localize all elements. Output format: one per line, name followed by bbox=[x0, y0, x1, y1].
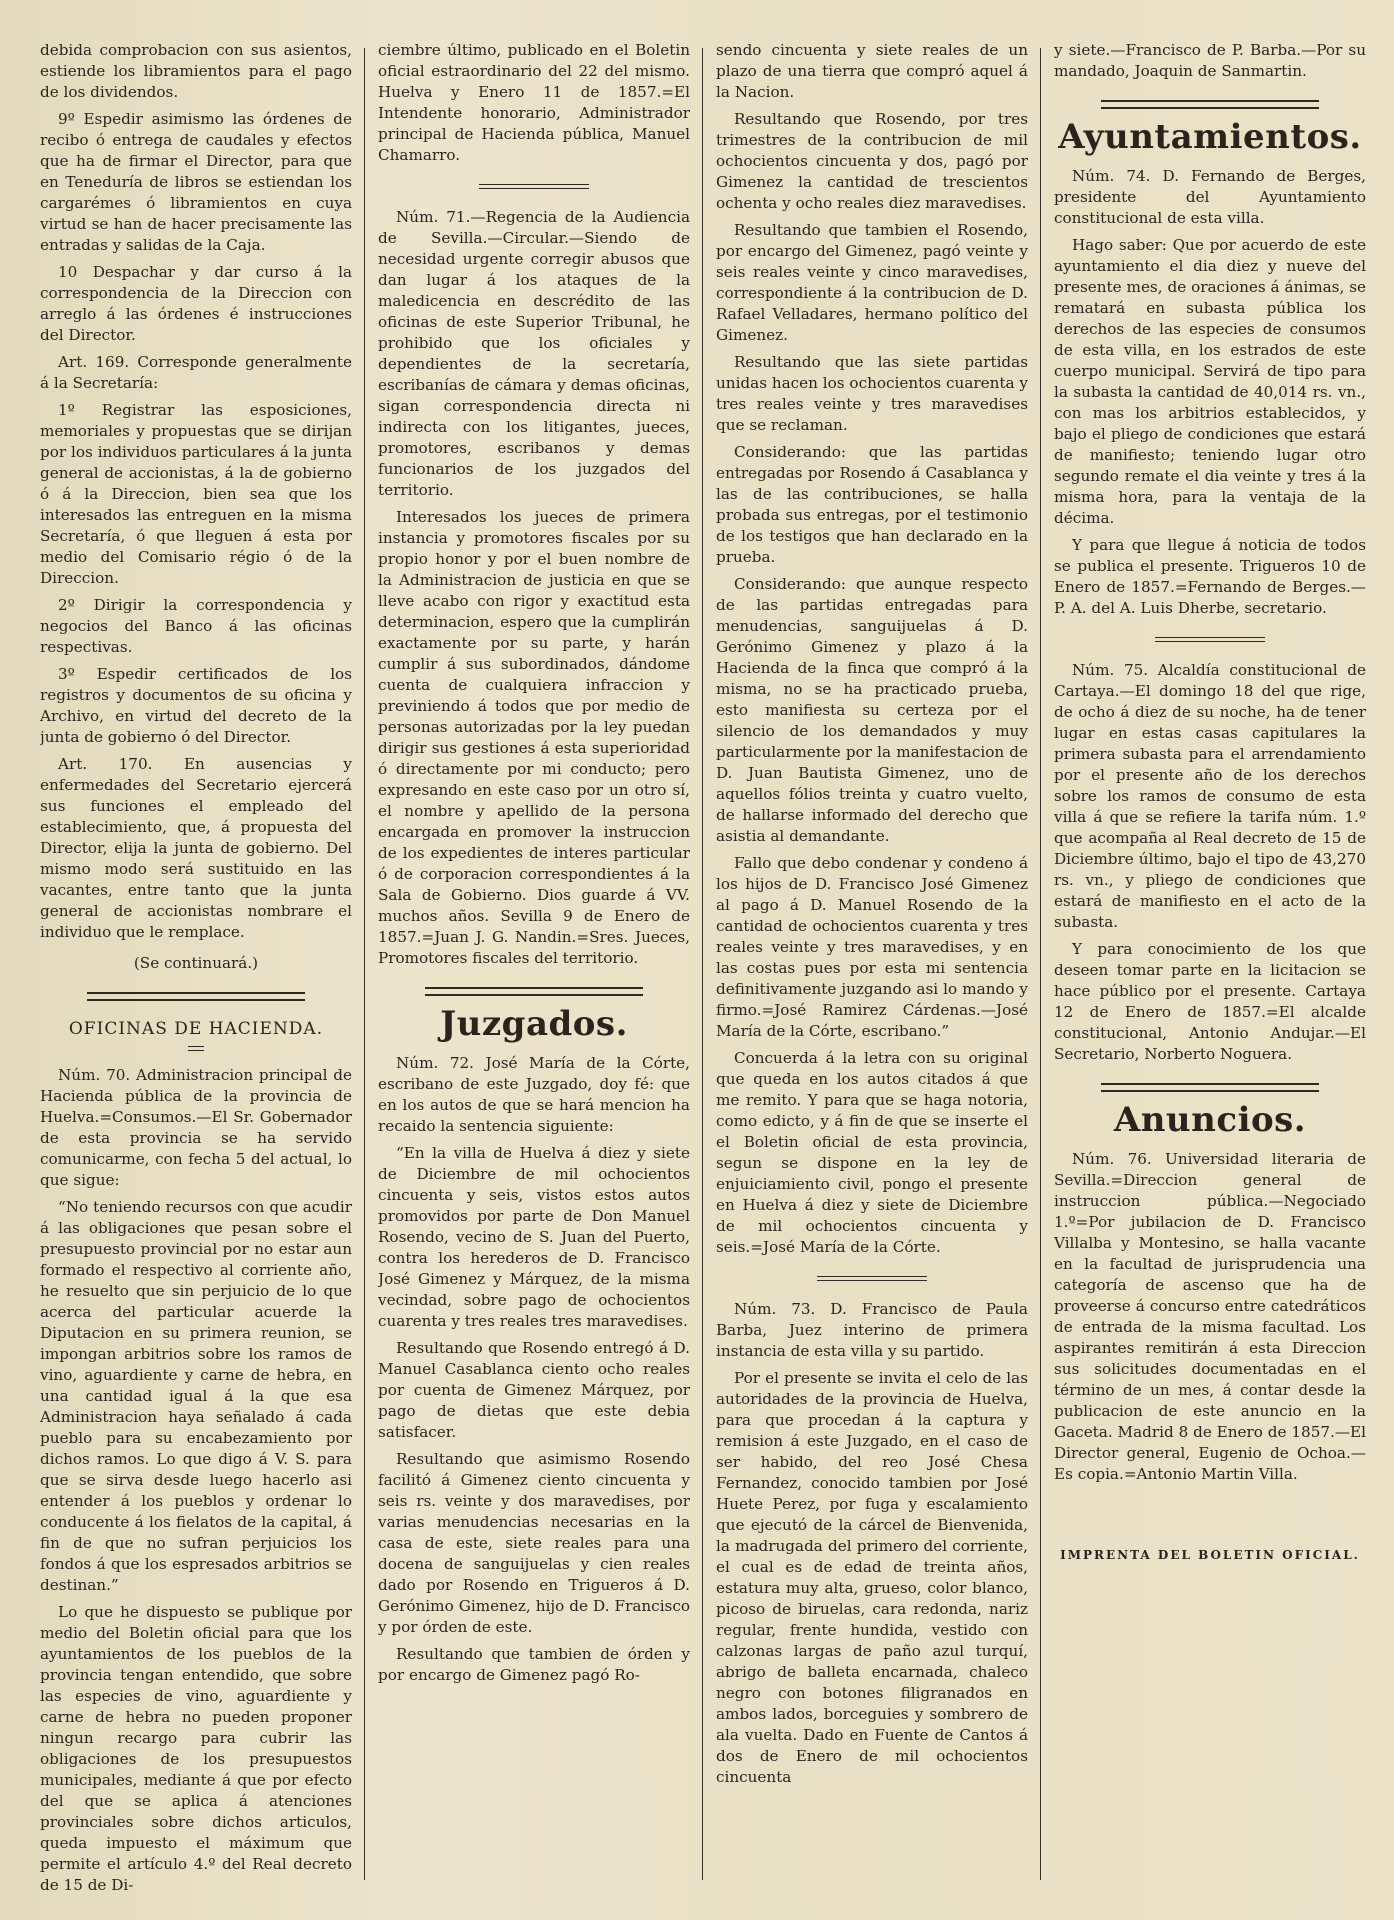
heading-ornament bbox=[188, 1046, 204, 1051]
paragraph: debida comprobacion con sus asientos, estiende los libramientos para el pago de los dividendos. bbox=[40, 41, 352, 101]
paragraph: Lo que he dispuesto se publique por medio del Boletin oficial para que los ayuntamientos de los pueblos de la provincia tengan entendido, que sobre las especies de vino, aguardiente y carne de hebra no pueden proponer ningun recargo para cubrir las obligaciones de los presupuestos municipales, mediante á que por efecto del que se aplica á atenciones provinciales sobre dichos articulos, queda impuesto el máximum que permite el artículo 4.º del Real decreto de 15 de Di- bbox=[40, 1603, 352, 1894]
paragraph: Y para conocimiento de los que deseen tomar parte en la licitacion se hace público por el presente. Cartaya 12 de Enero de 1857.=El alcalde constitucional, Antonio Andujar.—El Secretario, Norberto Noguera. bbox=[1054, 940, 1366, 1063]
paragraph: Resultando que las siete partidas unidas hacen los ochocientos cuarenta y tres reales veinte y tres maravedises que se reclaman. bbox=[716, 353, 1028, 434]
paragraph: 3º Espedir certificados de los registros y documentos de su oficina y Archivo, en virtud del decreto de la junta de gobierno ó del Director. bbox=[40, 665, 352, 746]
paragraph: sendo cincuenta y siete reales de un plazo de una tierra que compró aquel á la Nacion. bbox=[716, 41, 1028, 101]
section-separator bbox=[1101, 100, 1319, 109]
paragraph: 10 Despachar y dar curso á la correspondencia de la Direccion con arreglo á las órdenes é instrucciones del Director. bbox=[40, 263, 352, 344]
paragraph: Concuerda á la letra con su original que queda en los autos citados á que me remito. Y para que se haga notoria, como edicto, y á fin de que se inserte el el Boletin oficial de esta provincia, segun se dispone en la ley de enjuiciamiento civil, pongo el presente en Huelva á diez y siete de Diciembre de mil ochocientos cincuenta y seis.=José María de la Córte. bbox=[716, 1049, 1028, 1256]
printer-imprint: IMPRENTA DEL BOLETIN OFICIAL. bbox=[1060, 1548, 1360, 1562]
paragraph: Interesados los jueces de primera instancia y promotores fiscales por su propio honor y por el buen nombre de la Administracion de justicia en que se lleve acabo con rigor y exactitud esta determinacion, espero que la cumplirán exactamente por su parte, y harán cumplir á sus subordinados, dándome cuenta de cualquiera infraccion y previniendo á todos que por medio de personas autorizadas por la ley puedan dirigir sus gestiones á esta superioridad ó directamente por mi conducto; pero expresando en este caso por un otro sí, el nombre y apellido de la persona encargada en promover la instruccion de los expedientes de interes particular ó de corporacion correspondientes á la Sala de Gobierno. Dios guarde á VV. muchos años. Sevilla 9 de Enero de 1857.=Juan J. G. Nandin.=Sres. Jueces, Promotores fiscales del territorio. bbox=[378, 508, 690, 967]
continuation-note: (Se continuará.) bbox=[133, 954, 259, 972]
paragraph: Resultando que tambien el Rosendo, por encargo del Gimenez, pagó veinte y seis reales veinte y cinco maravedises, correspondiente á la contribucion de D. Rafael Velladares, hermano político del Gimenez. bbox=[716, 221, 1028, 344]
paragraph: Y para que llegue á noticia de todos se publica el presente. Trigueros 10 de Enero de 1857.=Fernando de Berges.—P. A. del A. Luis Dherbe, secretario. bbox=[1054, 536, 1366, 617]
paragraph: 9º Espedir asimismo las órdenes de recibo ó entrega de caudales y efectos que ha de firmar el Director, para que en Teneduría de libros se estiendan los cargarémes ó libramientos en cuya virtud se han de hacer precisamente las entradas y salidas de la Caja. bbox=[40, 110, 352, 254]
column-rule bbox=[1040, 48, 1041, 1880]
column-rule bbox=[702, 48, 703, 1880]
column-2 bbox=[378, 40, 690, 1910]
paragraph: ciembre último, publicado en el Boletin oficial estraordinario del 22 del mismo. Huelva y Enero 11 de 1857.=El Intendente honorario, Administrador principal de Hacienda pública, Manuel Chamarro. bbox=[378, 41, 690, 164]
section-separator bbox=[1155, 637, 1264, 642]
paragraph: Resultando que Rosendo entregó á D. Manuel Casablanca ciento ocho reales por cuenta de Gimenez Márquez, por pago de dietas que este debia satisfacer. bbox=[378, 1339, 690, 1441]
column-rule bbox=[364, 48, 365, 1880]
paragraph: Núm. 76. Universidad literaria de Sevilla.=Direccion general de instruccion pública.—Negociado 1.º=Por jubilacion de D. Francisco Villalba y Montesino, se halla vacante en la facultad de jurisprudencia una categoría de ascenso que ha de proveerse á concurso entre catedráticos de entrada de la misma facultad. Los aspirantes remitirán á esta Direccion sus solicitudes documentadas en el término de un mes, á contar desde la publicacion de este anuncio en la Gaceta. Madrid 8 de Enero de 1857.—El Director general, Eugenio de Ochoa.—Es copia.=Antonio Martin Villa. bbox=[1054, 1150, 1366, 1483]
paragraph: Núm. 73. D. Francisco de Paula Barba, Juez interino de primera instancia de esta villa y su partido. bbox=[716, 1300, 1028, 1360]
section-heading-oficinas: OFICINAS DE HACIENDA. bbox=[68, 1019, 324, 1039]
paragraph: Núm. 72. José María de la Córte, escribano de este Juzgado, doy fé: que en los autos de que se hará mencion ha recaido la sentencia siguiente: bbox=[378, 1054, 690, 1135]
paragraph: 2º Dirigir la correspondencia y negocios del Banco á las oficinas respectivas. bbox=[40, 596, 352, 656]
paragraph: Art. 169. Corresponde generalmente á la Secretaría: bbox=[40, 353, 352, 392]
paragraph: Art. 170. En ausencias y enfermedades del Secretario ejercerá sus funciones el empleado del establecimiento, que, á propuesta del Director, elija la junta de gobierno. Del mismo modo será sustituido en las vacantes, entre tanto que la junta general de accionistas nombrare el individuo que le remplace. bbox=[40, 755, 352, 941]
paragraph: Núm. 74. D. Fernando de Berges, presidente del Ayuntamiento constitucional de esta villa. bbox=[1054, 167, 1366, 227]
paragraph: Núm. 71.—Regencia de la Audiencia de Sevilla.—Circular.—Siendo de necesidad urgente corregir abusos que dan lugar á los ataques de la maledicencia en descrédito de las oficinas de este Superior Tribunal, he prohibido que los oficiales y dependientes de la secretaría, escribanías de cámara y demas oficinas, sigan correspondencia directa ni indirecta con los litigantes, jueces, promotores, escribanos y demas funcionarios de los juzgados del territorio. bbox=[378, 208, 690, 499]
section-separator bbox=[479, 184, 588, 189]
column-1 bbox=[40, 40, 352, 1910]
column-4 bbox=[1054, 40, 1366, 1910]
section-separator bbox=[425, 987, 643, 996]
paragraph: y siete.—Francisco de P. Barba.—Por su mandado, Joaquin de Sanmartin. bbox=[1054, 41, 1366, 80]
column-3 bbox=[716, 40, 1028, 1910]
section-separator bbox=[817, 1276, 926, 1281]
paragraph: Considerando: que aunque respecto de las partidas entregadas para menudencias, sanguijuelas á D. Gerónimo Gimenez y plazo á la Hacienda de la finca que compró á la misma, no se ha practicado prueba, esto manifiesta su certeza por el silencio de los demandados y muy particularmente por la manifestacion de D. Juan Bautista Gimenez, uno de aquellos fólios treinta y cuatro vuelto, de hallarse informado del derecho que asistia al demandante. bbox=[716, 575, 1028, 845]
paragraph: Núm. 75. Alcaldía constitucional de Cartaya.—El domingo 18 del que rige, de ocho á diez de su noche, ha de tener lugar en estas casas capitulares la primera subasta para el arrendamiento por el presente año de los derechos sobre los ramos de consumo de esta villa á que se refiere la tarifa núm. 1.º que acompaña al Real decreto de 15 de Diciembre último, bajo el tipo de 43,270 rs. vn., y pliego de condiciones que estará de manifiesto en el acto de la subasta. bbox=[1054, 661, 1366, 931]
section-separator bbox=[1101, 1083, 1319, 1092]
paragraph: Por el presente se invita el celo de las autoridades de la provincia de Huelva, para que procedan á la captura y remision á este Juzgado, en el caso de ser habido, del reo José Chesa Fernandez, conocido tambien por José Huete Perez, por fuga y escalamiento que ejecutó de la cárcel de Bienvenida, la madrugada del primero del corriente, el cual es de edad de treinta años, estatura muy alta, grueso, color blanco, picoso de biruelas, cara redonda, nariz regular, frente hundida, vestido con calzonas largas de paño azul turquí, abrigo de balleta encarnada, chaleco negro con botones filigranados en ambos lados, borceguies y sombrero de ala vuelta. Dado en Fuente de Cantos á dos de Enero de mil ochocientos cincuenta bbox=[716, 1369, 1028, 1786]
paragraph: “No teniendo recursos con que acudir á las obligaciones que pesan sobre el presupuesto provincial por no estar aun formado el respectivo al corriente año, he resuelto que sin perjuicio de lo que acerca del particular acuerde la Diputacion en su primera reunion, se impongan arbitrios sobre los ramos de vino, aguardiente y carne de hebra, en una cantidad igual á la que esa Administracion haya señalado á cada pueblo para su encabezamiento por dichos ramos. Lo que digo á V. S. para que se sirva desde luego hacerlo asi entender á los pueblos y ordenar lo conducente á los fielatos de la capital, á fin de que no sufran perjuicios los fondos á que los espresados arbitrios se destinan.” bbox=[40, 1198, 352, 1594]
paragraph: Núm. 70. Administracion principal de Hacienda pública de la provincia de Huelva.=Consumos.—El Sr. Gobernador de esta provincia se ha servido comunicarme, con fecha 5 del actual, lo que sigue: bbox=[40, 1066, 352, 1189]
section-heading-juzgados: Juzgados. bbox=[440, 1004, 628, 1044]
paragraph: Fallo que debo condenar y condeno á los hijos de D. Francisco José Gimenez al pago á D. Manuel Rosendo de la cantidad de ochocientos cuarenta y tres reales veinte y tres maravedises, y en las costas pues por esta mi sentencia definitivamente juzgando asi lo mando y firmo.=José Ramirez Cárdenas.—José María de la Córte, escribano.” bbox=[716, 854, 1028, 1040]
paragraph: “En la villa de Huelva á diez y siete de Diciembre de mil ochocientos cincuenta y seis, vistos estos autos promovidos por parte de Don Manuel Rosendo, vecino de S. Juan del Puerto, contra los herederos de D. Francisco José Gimenez y Márquez, de la misma vecindad, sobre pago de ochocientos cuarenta y tres reales tres maravedises. bbox=[378, 1144, 690, 1330]
paragraph: Resultando que Rosendo, por tres trimestres de la contribucion de mil ochocientos cincuenta y dos, pagó por Gimenez la cantidad de trescientos ochenta y ocho reales diez maravedises. bbox=[716, 110, 1028, 212]
section-heading-anuncios: Anuncios. bbox=[1113, 1100, 1307, 1140]
paragraph: Hago saber: Que por acuerdo de este ayuntamiento el dia diez y nueve del presente mes, de oraciones á ánimas, se rematará en subasta pública los derechos de las especies de consumos de esta villa, en los estrados de este cuerpo municipal. Servirá de tipo para la subasta la cantidad de 40,014 rs. vn., con mas los arbitrios establecidos, y bajo el pliego de condiciones que estará de manifiesto; teniendo lugar otro segundo remate el dia veinte y tres á la misma hora, para la ventaja de la décima. bbox=[1054, 236, 1366, 527]
paragraph: 1º Registrar las esposiciones, memoriales y propuestas que se dirijan por los individuos particulares á la junta general de accionistas, á la de gobierno ó á la Direccion, bien sea que los interesados las entreguen en la misma Secretaría, ó que lleguen á esta por medio del Comisario régio ó de la Direccion. bbox=[40, 401, 352, 587]
section-heading-ayuntamientos: Ayuntamientos. bbox=[1058, 117, 1362, 157]
section-separator bbox=[87, 992, 305, 1001]
paragraph: Considerando: que las partidas entregadas por Rosendo á Casablanca y las de las contribuciones, se halla probada sus entregas, por el testimonio de los testigos que han declarado en la prueba. bbox=[716, 443, 1028, 566]
paragraph: Resultando que asimismo Rosendo facilitó á Gimenez ciento cincuenta y seis rs. veinte y dos maravedises, por varias menudencias necesarias en la casa de este, siete reales para una docena de sanguijuelas y cien reales dado por Rosendo en Trigueros á D. Gerónimo Gimenez, hijo de D. Francisco y por órden de este. bbox=[378, 1450, 690, 1636]
paragraph: Resultando que tambien de órden y por encargo de Gimenez pagó Ro- bbox=[378, 1645, 690, 1684]
